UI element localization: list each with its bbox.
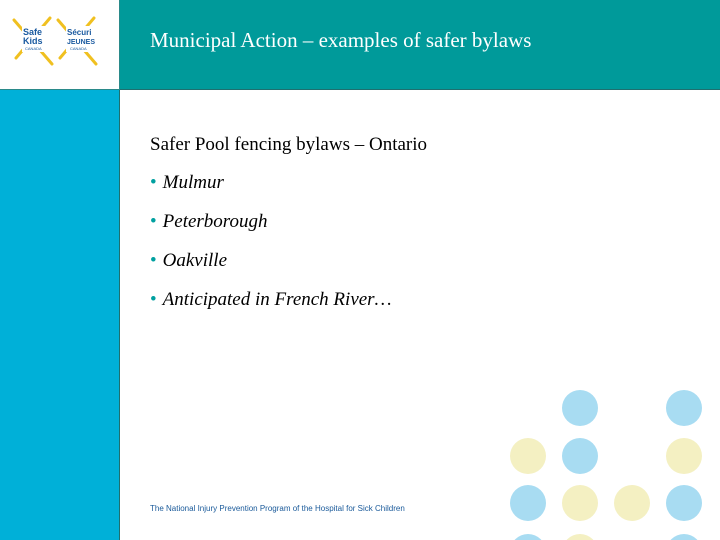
dot-blue bbox=[666, 390, 702, 426]
bullet-item bbox=[150, 250, 690, 289]
dot-blue bbox=[510, 485, 546, 521]
bullet-icon: • bbox=[150, 172, 157, 193]
logo-left-line2: Kids bbox=[23, 36, 43, 46]
header-bar bbox=[120, 0, 720, 90]
sidebar-panel bbox=[0, 90, 120, 540]
bullet-text: Oakville bbox=[162, 250, 228, 271]
bullet-text: Mulmur bbox=[162, 172, 224, 193]
dot-blue bbox=[562, 438, 598, 474]
bullet-text: Peterborough bbox=[162, 211, 268, 232]
bullet-item bbox=[150, 211, 690, 250]
dot-blue bbox=[666, 534, 702, 540]
dot-blue bbox=[562, 390, 598, 426]
dot-yellow bbox=[614, 485, 650, 521]
bullet-icon: • bbox=[150, 211, 157, 232]
dot-blue bbox=[510, 534, 546, 540]
footer-credit: The National Injury Prevention Program of the Hospital for Sick Children bbox=[150, 504, 405, 513]
logo-right-line1: Sécuri bbox=[67, 28, 92, 37]
slide-subheading: Safer Pool fencing bylaws – Ontario bbox=[150, 134, 428, 155]
slide-content bbox=[150, 134, 690, 328]
dot-yellow bbox=[562, 485, 598, 521]
logo-left-line1: Safe bbox=[23, 27, 43, 37]
dot-yellow bbox=[666, 438, 702, 474]
bullet-item bbox=[150, 289, 690, 328]
bullet-item bbox=[150, 172, 690, 211]
safe-kids-logo bbox=[10, 14, 110, 72]
dot-yellow bbox=[562, 534, 598, 540]
bullet-list bbox=[150, 172, 690, 328]
bullet-text: Anticipated in French River… bbox=[162, 289, 392, 310]
dot-blue bbox=[666, 485, 702, 521]
logo-left-line3: CANADA bbox=[25, 46, 42, 51]
logo-right-line2: JEUNES bbox=[67, 39, 96, 46]
logo-box bbox=[0, 0, 120, 90]
logo-right-line3: CANADA bbox=[70, 46, 87, 51]
dot-yellow bbox=[510, 438, 546, 474]
bullet-icon: • bbox=[150, 289, 157, 310]
bullet-icon: • bbox=[150, 250, 157, 271]
page-title: Municipal Action – examples of safer bylaws bbox=[150, 28, 532, 52]
